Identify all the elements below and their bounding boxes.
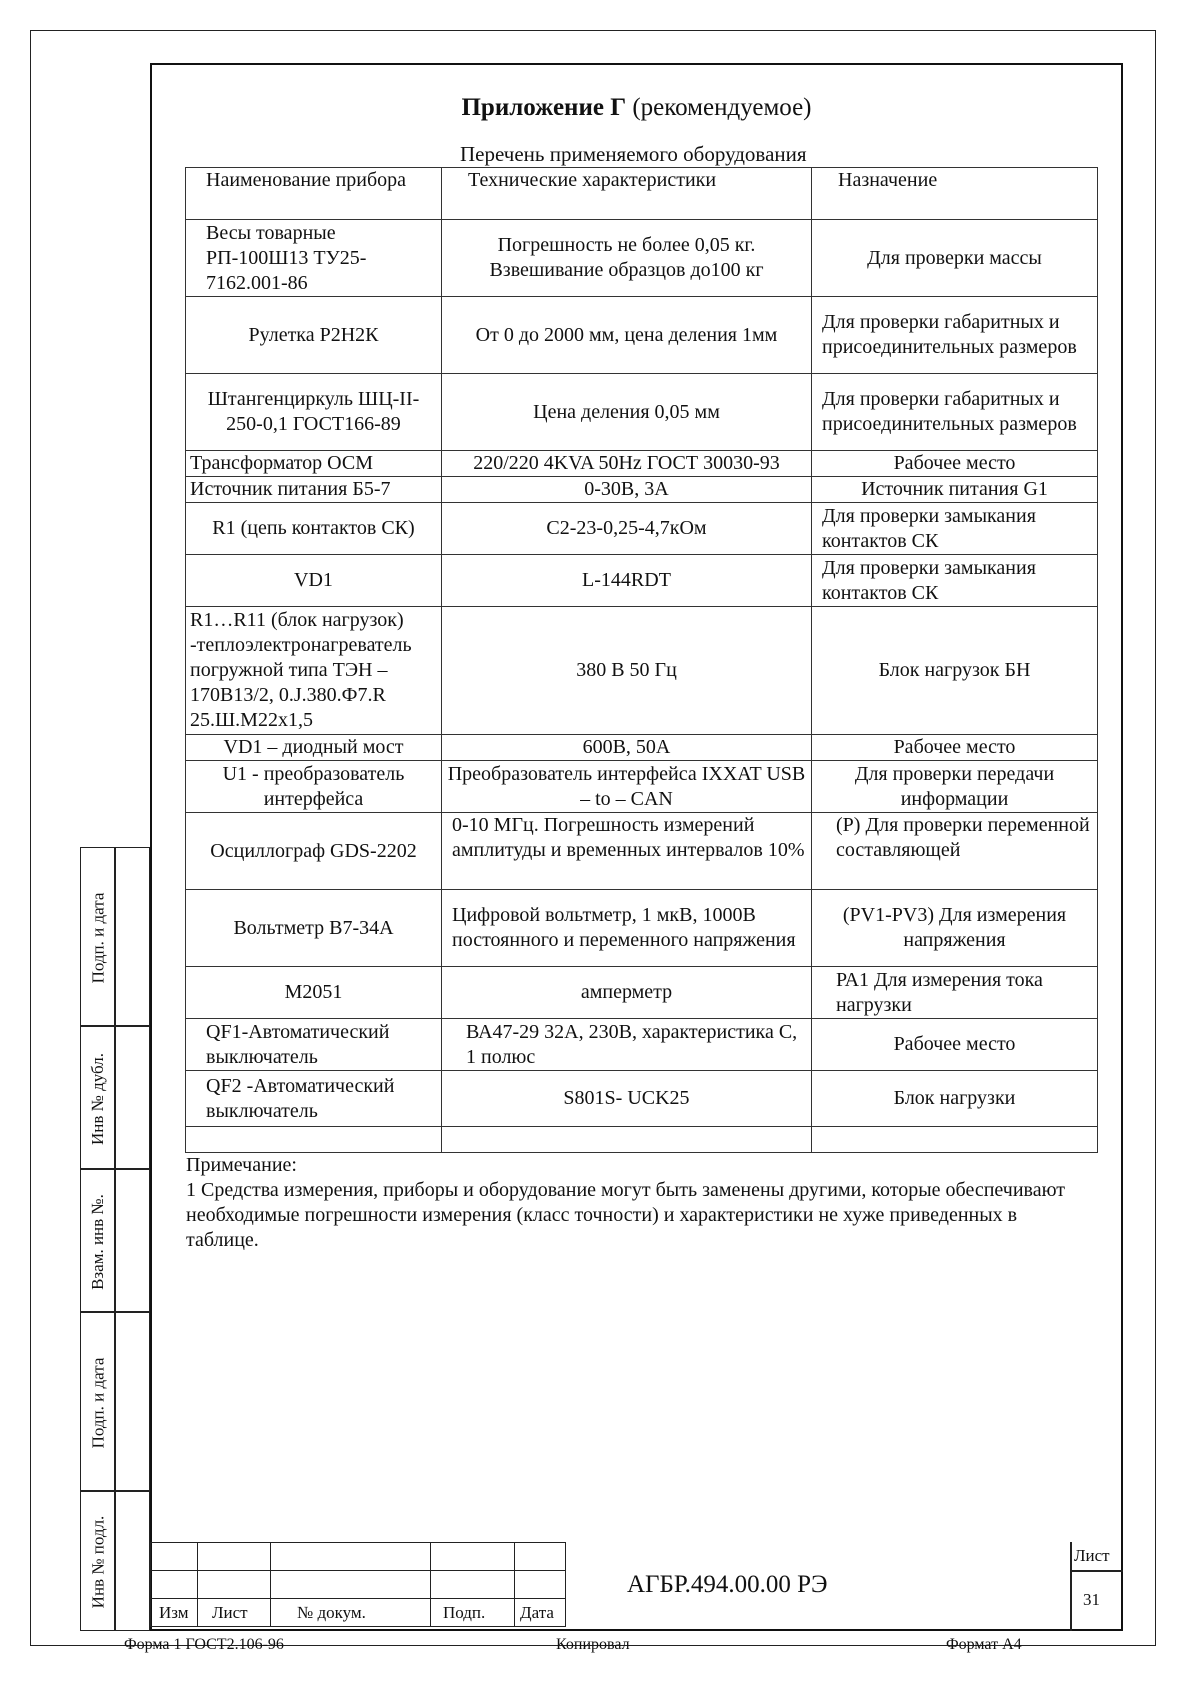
table-row (186, 555, 1098, 607)
table-row (186, 735, 1098, 761)
table-row (186, 1019, 1098, 1071)
table-cell: QF2 -Автоматический выключатель (186, 1071, 442, 1127)
table-cell: U1 - преобразователь интерфейса (186, 761, 442, 813)
side-margin-block (80, 847, 150, 1631)
table-cell: Для проверки массы (812, 220, 1098, 297)
stamp-izm: Изм (151, 1599, 198, 1627)
table-caption: Перечень применяемого оборудования (460, 142, 807, 166)
table-cell: Цифровой вольтметр, 1 мкВ, 1000В постоянного и переменного напряжения (442, 890, 812, 967)
footer-format: Формат А4 (946, 1636, 1022, 1653)
table-cell: От 0 до 2000 мм, цена деления 1мм (442, 297, 812, 374)
table-cell: Для проверки габаритных и присоединительных размеров (812, 374, 1098, 451)
table-cell: Рабочее место (812, 451, 1098, 477)
side-label: Подп. и дата (88, 1357, 108, 1448)
table-cell: Осциллограф GDS-2202 (186, 813, 442, 890)
table-cell: Вольтметр В7-34А (186, 890, 442, 967)
footer-form: Форма 1 ГОСТ2.106-96 (124, 1636, 284, 1653)
table-row (186, 761, 1098, 813)
table-cell: Трансформатор ОСМ (186, 451, 442, 477)
table-row (186, 374, 1098, 451)
table-cell: (Р) Для проверки переменной составляющей (812, 813, 1098, 890)
note-block (186, 1153, 1086, 1253)
table-cell: (PV1-PV3) Для измерения напряжения (812, 890, 1098, 967)
table-cell: 380 В 50 Гц (442, 607, 812, 735)
table-cell: R1…R11 (блок нагрузок) -теплоэлектронагреватель погружной типа ТЭН – 170В13/2, 0.J.380.Ф7.R 25.Ш.М22х1,5 (186, 607, 442, 735)
table-row (186, 220, 1098, 297)
table-cell (186, 1127, 442, 1153)
table-cell: Для проверки габаритных и присоединительных размеров (812, 297, 1098, 374)
note-text: 1 Средства измерения, приборы и оборудование могут быть заменены другими, которые обеспечивают необходимые погрешности измерения (класс точности) и характеристики не хуже приведенных в таблице. (186, 1179, 1066, 1251)
sheet-number: 31 (1083, 1590, 1100, 1609)
table-header-row (186, 168, 1098, 220)
table-cell: М2051 (186, 967, 442, 1019)
header-cell: Наименование прибора (186, 168, 442, 220)
table-cell: Источник питания G1 (812, 477, 1098, 503)
table-cell: 220/220 4KVA 50Hz ГОСТ 30030-93 (442, 451, 812, 477)
table-cell: VD1 – диодный мост (186, 735, 442, 761)
sheet-divider-v (1070, 1542, 1072, 1631)
table-cell: S801S- UCK25 (442, 1071, 812, 1127)
table-cell: VD1 (186, 555, 442, 607)
table-cell: Блок нагрузок БН (812, 607, 1098, 735)
stamp-row (151, 1599, 566, 1627)
table-cell: Рабочее место (812, 735, 1098, 761)
table-cell: 0-10 МГц. Погрешность измерений амплитуды и временных интервалов 10% (442, 813, 812, 890)
table-cell (812, 1127, 1098, 1153)
table-cell: РА1 Для измерения тока нагрузки (812, 967, 1098, 1019)
stamp-doc: № докум. (271, 1599, 431, 1627)
table-cell: 0-30В, 3А (442, 477, 812, 503)
table-row (186, 1071, 1098, 1127)
table-row (186, 477, 1098, 503)
side-label: Подп. и дата (88, 892, 108, 983)
sheet-divider-h (1070, 1570, 1123, 1572)
table-cell: L-144RDT (442, 555, 812, 607)
table-cell: Источник питания Б5-7 (186, 477, 442, 503)
title-block-grid (150, 1542, 566, 1627)
side-label: Инв № дубл. (88, 1052, 108, 1145)
stamp-podp: Подп. (431, 1599, 515, 1627)
header-cell: Назначение (812, 168, 1098, 220)
table-row (186, 451, 1098, 477)
note-label: Примечание: (186, 1154, 297, 1176)
table-cell: Погрешность не более 0,05 кг. Взвешивание образцов до100 кг (442, 220, 812, 297)
stamp-list: Лист (198, 1599, 271, 1627)
table-cell: Штангенциркуль ШЦ-II-250-0,1 ГОСТ166-89 (186, 374, 442, 451)
table-cell: Для проверки передачи информации (812, 761, 1098, 813)
stamp-row (151, 1543, 566, 1571)
table-row (186, 813, 1098, 890)
table-cell: Рулетка Р2Н2К (186, 297, 442, 374)
table-cell: R1 (цепь контактов СК) (186, 503, 442, 555)
side-label: Взам. инв №. (88, 1193, 107, 1290)
table-row (186, 297, 1098, 374)
table-row (186, 607, 1098, 735)
table-cell: Для проверки замыкания контактов СК (812, 503, 1098, 555)
table-row (186, 967, 1098, 1019)
table-cell: Преобразователь интерфейса IXXAT USB – to – CAN (442, 761, 812, 813)
table-row (186, 890, 1098, 967)
document-number: АГБР.494.00.00 РЭ (627, 1571, 828, 1598)
table-cell: QF1-Автоматический выключатель (186, 1019, 442, 1071)
side-divider (114, 847, 116, 1631)
footer-copied: Копировал (556, 1636, 630, 1653)
table-cell: Весы товарные РП-100Ш13 ТУ25-7162.001-86 (186, 220, 442, 297)
table-cell: С2-23-0,25-4,7кОм (442, 503, 812, 555)
table-cell: Цена деления 0,05 мм (442, 374, 812, 451)
table-row (186, 503, 1098, 555)
table-cell: Рабочее место (812, 1019, 1098, 1071)
table-cell: амперметр (442, 967, 812, 1019)
table-cell: 600В, 50А (442, 735, 812, 761)
table-cell (442, 1127, 812, 1153)
sheet-label: Лист (1074, 1546, 1110, 1565)
table-row-empty (186, 1127, 1098, 1153)
stamp-data: Дата (515, 1599, 566, 1627)
equipment-table (185, 167, 1098, 1153)
header-cell: Технические характеристики (442, 168, 812, 220)
side-label: Инв № подл. (88, 1515, 107, 1609)
page-title: Приложение Г (рекомендуемое) (461, 94, 812, 121)
table-cell: Для проверки замыкания контактов СК (812, 555, 1098, 607)
table-cell: Блок нагрузки (812, 1071, 1098, 1127)
stamp-row (151, 1571, 566, 1599)
table-cell: ВА47-29 32А, 230В, характеристика С, 1 полюс (442, 1019, 812, 1071)
